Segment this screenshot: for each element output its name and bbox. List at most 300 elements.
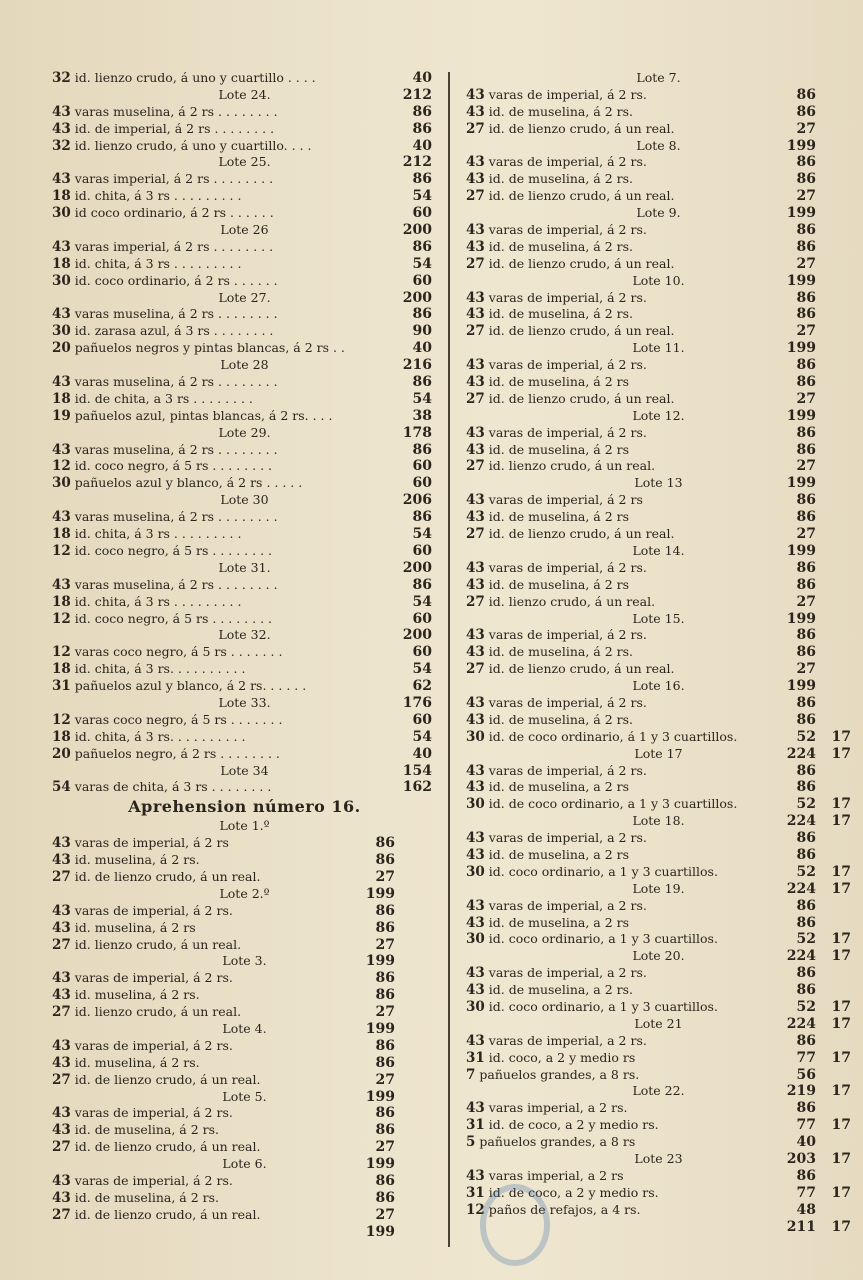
item-row [466, 492, 851, 509]
item-description: id. zarasa azul, á 3 rs . . . . . . . . [74, 323, 274, 339]
amount-value: 54 [412, 661, 432, 678]
item-description: id. de muselina, á 2 rs. [488, 238, 633, 254]
right-column [466, 70, 851, 1235]
amount-value: 86 [796, 424, 816, 441]
item-description: id. de muselina, á 2 rs. [488, 103, 633, 119]
item-description: varas de imperial, á 2 rs. [488, 154, 647, 170]
lote-label: Lote 7. [636, 70, 681, 85]
item-quantity: 43 [466, 1032, 485, 1049]
amount-value: 60 [412, 711, 432, 728]
amount-value: 199 [786, 137, 816, 154]
item-row [466, 458, 851, 475]
item-quantity: 27 [466, 390, 485, 407]
amount-value: 60 [412, 610, 432, 627]
amount-value: 200 [402, 559, 432, 576]
item-text [466, 290, 647, 307]
item-description: varas coco negro, á 5 rs . . . . . . . [74, 711, 283, 727]
item-description: id. de muselina, á 2 rs. [488, 711, 633, 727]
item-text [52, 391, 253, 408]
lote-heading-row [466, 408, 851, 425]
item-description: varas muselina, á 2 rs . . . . . . . . [74, 509, 278, 525]
item-quantity: 27 [466, 526, 485, 543]
amount-value: 199 [365, 885, 395, 902]
amount-value: 199 [786, 205, 816, 222]
item-description: varas de imperial, á 2 rs. [488, 222, 647, 238]
amount-value: 54 [412, 593, 432, 610]
amount-value: 86 [796, 897, 816, 914]
item-description: varas de imperial, á 2 rs. [74, 970, 233, 986]
amount-value: 199 [365, 1088, 395, 1105]
item-row [466, 222, 851, 239]
item-text [466, 1202, 641, 1219]
amount-value: 62 [412, 678, 432, 695]
item-quantity: 30 [52, 323, 71, 340]
lote-label: Lote 28 [220, 357, 269, 373]
item-text [466, 1168, 624, 1185]
item-text [52, 1139, 260, 1156]
item-row [466, 357, 851, 374]
item-text [466, 577, 629, 594]
item-text [52, 1173, 233, 1190]
item-quantity: 30 [466, 998, 485, 1015]
item-row [52, 987, 437, 1004]
item-text [52, 644, 282, 661]
amount-value: 86 [375, 1105, 395, 1122]
item-quantity: 30 [52, 205, 71, 222]
item-quantity: 30 [466, 796, 485, 813]
item-quantity: 18 [52, 593, 71, 610]
lote-heading-row [52, 154, 437, 171]
item-text [52, 1122, 219, 1139]
lote-heading-row [52, 627, 437, 644]
item-quantity: 30 [466, 931, 485, 948]
amount-value: 86 [796, 154, 816, 171]
fraction-value: 17 [831, 948, 851, 965]
item-description: id. de muselina, á 2 rs. [74, 1122, 219, 1138]
lote-label: Lote 32. [218, 627, 271, 643]
amount-value: 203 [786, 1151, 816, 1167]
item-row [52, 869, 437, 886]
item-row [466, 1050, 851, 1067]
item-quantity: 43 [52, 1037, 71, 1054]
item-text [52, 509, 278, 526]
item-quantity: 43 [466, 171, 485, 188]
lote-heading-row [466, 813, 851, 830]
item-description: varas de imperial, á 2 rs. [488, 694, 647, 710]
item-row [466, 442, 851, 459]
item-quantity: 43 [466, 897, 485, 914]
lote-heading-row [52, 953, 437, 970]
amount-value: 219 [786, 1083, 816, 1100]
item-text [466, 458, 655, 475]
item-quantity: 43 [52, 902, 71, 919]
fraction-value: 17 [831, 1015, 851, 1032]
amount-value: 86 [412, 509, 432, 526]
amount-value: 211 [786, 1218, 816, 1235]
item-description: id. chita, á 3 rs. . . . . . . . . . [74, 661, 246, 677]
item-quantity: 18 [52, 188, 71, 205]
item-description: id. coco negro, á 5 rs . . . . . . . . [74, 458, 272, 474]
lote-label: Lote 18. [632, 813, 685, 829]
item-description: id. de lienzo crudo, á un real. [74, 1139, 261, 1155]
item-quantity: 43 [52, 374, 71, 391]
item-row [466, 1202, 851, 1219]
item-text [466, 442, 629, 459]
amount-value: 86 [796, 1032, 816, 1049]
item-text [52, 205, 274, 222]
item-quantity: 12 [52, 542, 71, 559]
item-quantity: 43 [466, 914, 485, 931]
item-description: varas muselina, á 2 rs . . . . . . . . [74, 374, 278, 390]
item-description: id. de imperial, á 2 rs . . . . . . . . [74, 120, 275, 136]
item-quantity: 43 [466, 374, 485, 391]
item-text [52, 1038, 233, 1055]
amount-value: 60 [412, 475, 432, 492]
amount-value: 86 [375, 1122, 395, 1139]
amount-value: 56 [796, 1066, 816, 1083]
amount-value: 199 [786, 407, 816, 424]
lote-heading-row [466, 746, 851, 763]
item-text [52, 835, 229, 852]
item-row [52, 937, 437, 954]
item-description: id. coco ordinario, á 2 rs . . . . . . [74, 272, 278, 288]
lote-heading-row [52, 818, 437, 835]
amount-value: 86 [412, 576, 432, 593]
lote-heading-row [466, 678, 851, 695]
lote-label: Lote 33. [218, 694, 271, 710]
lote-heading-row [466, 1151, 851, 1168]
item-text [466, 1185, 659, 1202]
amount-value: 60 [412, 542, 432, 559]
lote-heading-row [52, 290, 437, 307]
item-row [52, 920, 437, 937]
item-text [466, 154, 647, 171]
amount-value: 40 [412, 70, 432, 86]
item-row [52, 205, 437, 222]
item-description: varas de imperial, á 2 rs. [488, 424, 647, 440]
amount-value: 86 [796, 374, 816, 391]
item-description: varas de imperial, a 2 rs. [488, 965, 647, 981]
item-quantity: 20 [52, 745, 71, 762]
amount-value: 86 [796, 627, 816, 644]
amount-value: 27 [796, 661, 816, 678]
amount-value: 40 [412, 340, 432, 357]
amount-value: 86 [375, 1173, 395, 1189]
item-quantity: 27 [466, 120, 485, 137]
item-description: id. de lienzo crudo, á un real. [488, 323, 675, 339]
fraction-value: 17 [831, 863, 851, 880]
item-description: varas de imperial, á 2 rs [488, 492, 643, 508]
item-quantity: 19 [52, 407, 71, 424]
lote-label: Lote 27. [218, 289, 271, 305]
item-quantity: 43 [466, 1167, 485, 1184]
item-quantity: 27 [466, 255, 485, 272]
item-row [52, 188, 437, 205]
fraction-value: 17 [831, 998, 851, 1015]
item-quantity: 43 [466, 627, 485, 644]
lote-label: Lote 5. [222, 1088, 267, 1104]
lote-heading-row [466, 475, 851, 492]
item-description: pañuelos negro, á 2 rs . . . . . . . . [74, 745, 280, 761]
amount-value: 86 [412, 103, 432, 120]
item-description: id. muselina, á 2 rs. [74, 852, 200, 868]
amount-value: 54 [412, 728, 432, 745]
item-description: id. coco negro, á 5 rs . . . . . . . . [74, 610, 272, 626]
item-quantity: 43 [466, 441, 485, 458]
lote-heading-row [466, 881, 851, 898]
amount-value: 52 [796, 728, 816, 745]
item-row [466, 1033, 851, 1050]
item-text [466, 796, 737, 813]
item-quantity: 43 [52, 120, 71, 137]
amount-value: 200 [402, 289, 432, 306]
item-text [52, 577, 278, 594]
amount-value: 199 [786, 542, 816, 559]
item-row [466, 391, 851, 408]
item-text [466, 965, 647, 982]
item-description: varas de imperial, á 2 rs. [488, 289, 647, 305]
lote-label: Lote 19. [632, 880, 685, 896]
item-text [52, 442, 278, 459]
item-quantity: 43 [52, 970, 71, 987]
item-row [52, 273, 437, 290]
item-row [466, 121, 851, 138]
item-row [52, 526, 437, 543]
item-description: pañuelos azul y blanco, á 2 rs. . . . . . [74, 678, 307, 694]
item-text [466, 323, 674, 340]
item-text [52, 256, 241, 273]
item-text [52, 340, 345, 357]
item-description: varas de imperial, a 2 rs. [488, 1032, 647, 1048]
item-row [466, 915, 851, 932]
lote-label: Lote 8. [636, 137, 681, 153]
item-row [466, 763, 851, 780]
item-quantity: 27 [466, 323, 485, 340]
item-row [466, 560, 851, 577]
item-description: id. de muselina, a 2 rs. [488, 982, 633, 998]
item-row [466, 306, 851, 323]
item-quantity: 5 [466, 1134, 476, 1151]
left-top-list [52, 70, 437, 796]
item-row [466, 290, 851, 307]
item-description: varas de imperial, á 2 rs. [74, 902, 233, 918]
lote-heading-row [52, 1021, 437, 1038]
item-text [52, 458, 272, 475]
item-text [466, 374, 629, 391]
item-quantity: 27 [52, 1004, 71, 1021]
lote-heading-row [52, 886, 437, 903]
item-description: id. lienzo crudo, á uno y cuartillo. . . . [74, 137, 312, 153]
item-row [52, 644, 437, 661]
item-description: id. coco, a 2 y medio rs [488, 1049, 636, 1065]
item-quantity: 43 [466, 289, 485, 306]
item-description: id. de coco ordinario, a 1 y 3 cuartillos. [488, 796, 738, 812]
item-row [466, 644, 851, 661]
item-row [466, 1100, 851, 1117]
item-quantity: 32 [52, 137, 71, 154]
fraction-value: 17 [831, 1184, 851, 1201]
item-description: id. de lienzo crudo, á un real. [488, 661, 675, 677]
item-text [466, 712, 633, 729]
lote-heading-row [466, 948, 851, 965]
lote-heading-row [466, 543, 851, 560]
section-header: Aprehension número 16. [128, 797, 361, 817]
item-quantity: 43 [466, 424, 485, 441]
item-row [52, 1038, 437, 1055]
item-quantity: 30 [466, 728, 485, 745]
item-text [52, 729, 245, 746]
item-text [52, 239, 273, 256]
item-text [52, 526, 241, 543]
item-text [52, 712, 282, 729]
fraction-value: 17 [831, 1083, 851, 1100]
column-divider [448, 72, 450, 1247]
item-text [52, 987, 200, 1004]
item-description: id. muselina, á 2 rs [74, 919, 196, 935]
item-text [52, 1072, 260, 1089]
item-description: varas de imperial, á 2 rs. [488, 357, 647, 373]
item-row [52, 779, 437, 796]
item-description: pañuelos negros y pintas blancas, á 2 rs . . [74, 340, 345, 356]
lote-heading-row [466, 205, 851, 222]
item-text [466, 171, 633, 188]
item-quantity: 43 [466, 982, 485, 999]
lote-heading-row [52, 425, 437, 442]
item-row [52, 1207, 437, 1224]
amount-value: 224 [786, 813, 816, 830]
item-row [466, 712, 851, 729]
lote-heading-row [52, 560, 437, 577]
item-row [52, 340, 437, 357]
item-text [466, 1134, 635, 1151]
item-description: varas de chita, á 3 rs . . . . . . . . [74, 779, 272, 795]
item-quantity: 43 [466, 830, 485, 847]
item-description: id. lienzo crudo, á uno y cuartillo . . . . [74, 70, 316, 85]
amount-value: 86 [796, 509, 816, 526]
item-text [466, 661, 674, 678]
amount-value: 86 [796, 492, 816, 509]
item-text [52, 188, 241, 205]
item-row [52, 442, 437, 459]
item-quantity: 43 [466, 154, 485, 171]
amount-value: 77 [796, 1184, 816, 1201]
amount-value: 60 [412, 205, 432, 222]
item-row [52, 1190, 437, 1207]
amount-value: 40 [796, 1134, 816, 1151]
amount-value: 86 [796, 965, 816, 982]
amount-value: 154 [402, 762, 432, 779]
amount-value: 86 [796, 222, 816, 239]
item-text [466, 644, 633, 661]
item-description: id. chita, á 3 rs. . . . . . . . . . [74, 728, 246, 744]
item-description: id. chita, á 3 rs . . . . . . . . . [74, 526, 242, 542]
lote-label: Lote 29. [218, 424, 271, 440]
item-description: pañuelos grandes, a 8 rs. [479, 1066, 640, 1082]
item-quantity: 12 [52, 644, 71, 661]
amount-value: 27 [796, 188, 816, 205]
item-row [52, 746, 437, 763]
amount-value: 212 [402, 154, 432, 171]
item-row [466, 999, 851, 1016]
lote-heading-row [466, 138, 851, 155]
item-description: varas imperial, a 2 rs [488, 1167, 624, 1183]
amount-value: 60 [412, 272, 432, 289]
item-quantity: 43 [466, 711, 485, 728]
item-row [466, 1185, 851, 1202]
lote-label: Lote 15. [632, 610, 685, 626]
fraction-value: 17 [831, 728, 851, 745]
fraction-value: 17 [831, 1117, 851, 1134]
item-text [466, 87, 647, 104]
item-description: id. coco ordinario, a 1 y 3 cuartillos. [488, 863, 718, 879]
item-row [466, 1134, 851, 1151]
item-row [466, 847, 851, 864]
item-row [52, 391, 437, 408]
item-quantity: 27 [52, 936, 71, 953]
item-text [466, 627, 647, 644]
fraction-value: 17 [831, 880, 851, 897]
item-description: id. de coco ordinario, á 1 y 3 cuartillos. [488, 728, 738, 744]
item-quantity: 27 [466, 188, 485, 205]
item-quantity: 43 [52, 1105, 71, 1122]
item-quantity: 27 [52, 868, 71, 885]
item-description: id. coco ordinario, a 1 y 3 cuartillos. [488, 998, 718, 1014]
lote-label: Lote 4. [222, 1020, 267, 1036]
item-text [52, 611, 272, 628]
item-description: id. de lienzo crudo, á un real. [488, 390, 675, 406]
amount-value: 27 [375, 1139, 395, 1156]
amount-value: 40 [412, 137, 432, 154]
amount-value: 86 [375, 902, 395, 919]
item-description: varas de imperial, á 2 rs. [488, 627, 647, 643]
lote-label: Lote 24. [218, 86, 271, 102]
item-row [52, 138, 437, 155]
item-description: id. de lienzo crudo, á un real. [74, 868, 261, 884]
item-quantity: 43 [52, 103, 71, 120]
lote-label: Lote 11. [632, 340, 685, 356]
item-description: id. lienzo crudo, á un real. [74, 1004, 242, 1020]
lote-label: Lote 16. [632, 678, 685, 694]
amount-value: 178 [402, 424, 432, 441]
item-row [466, 374, 851, 391]
amount-value: 27 [796, 255, 816, 272]
amount-value: 86 [796, 559, 816, 576]
item-quantity: 43 [466, 238, 485, 255]
item-quantity: 43 [466, 559, 485, 576]
amount-value: 54 [412, 526, 432, 543]
amount-value: 200 [402, 627, 432, 644]
item-description: id. lienzo crudo, á un real. [74, 936, 242, 952]
lote-heading-row [52, 763, 437, 780]
amount-value: 86 [796, 846, 816, 863]
lote-label: Lote 25. [218, 154, 271, 170]
amount-value: 86 [796, 171, 816, 188]
item-row [466, 796, 851, 813]
item-quantity: 43 [52, 509, 71, 526]
amount-value: 86 [796, 694, 816, 711]
item-text [466, 1033, 647, 1050]
item-description: id. de muselina, á 2 rs [488, 576, 630, 592]
item-description: pañuelos azul y blanco, á 2 rs . . . . . [74, 475, 303, 491]
amount-value: 27 [375, 868, 395, 885]
item-row [52, 306, 437, 323]
amount-value: 212 [402, 86, 432, 103]
item-row [52, 121, 437, 138]
item-description: id coco ordinario, á 2 rs . . . . . . [74, 205, 274, 221]
item-text [466, 763, 647, 780]
item-row [52, 661, 437, 678]
item-row [52, 70, 437, 87]
